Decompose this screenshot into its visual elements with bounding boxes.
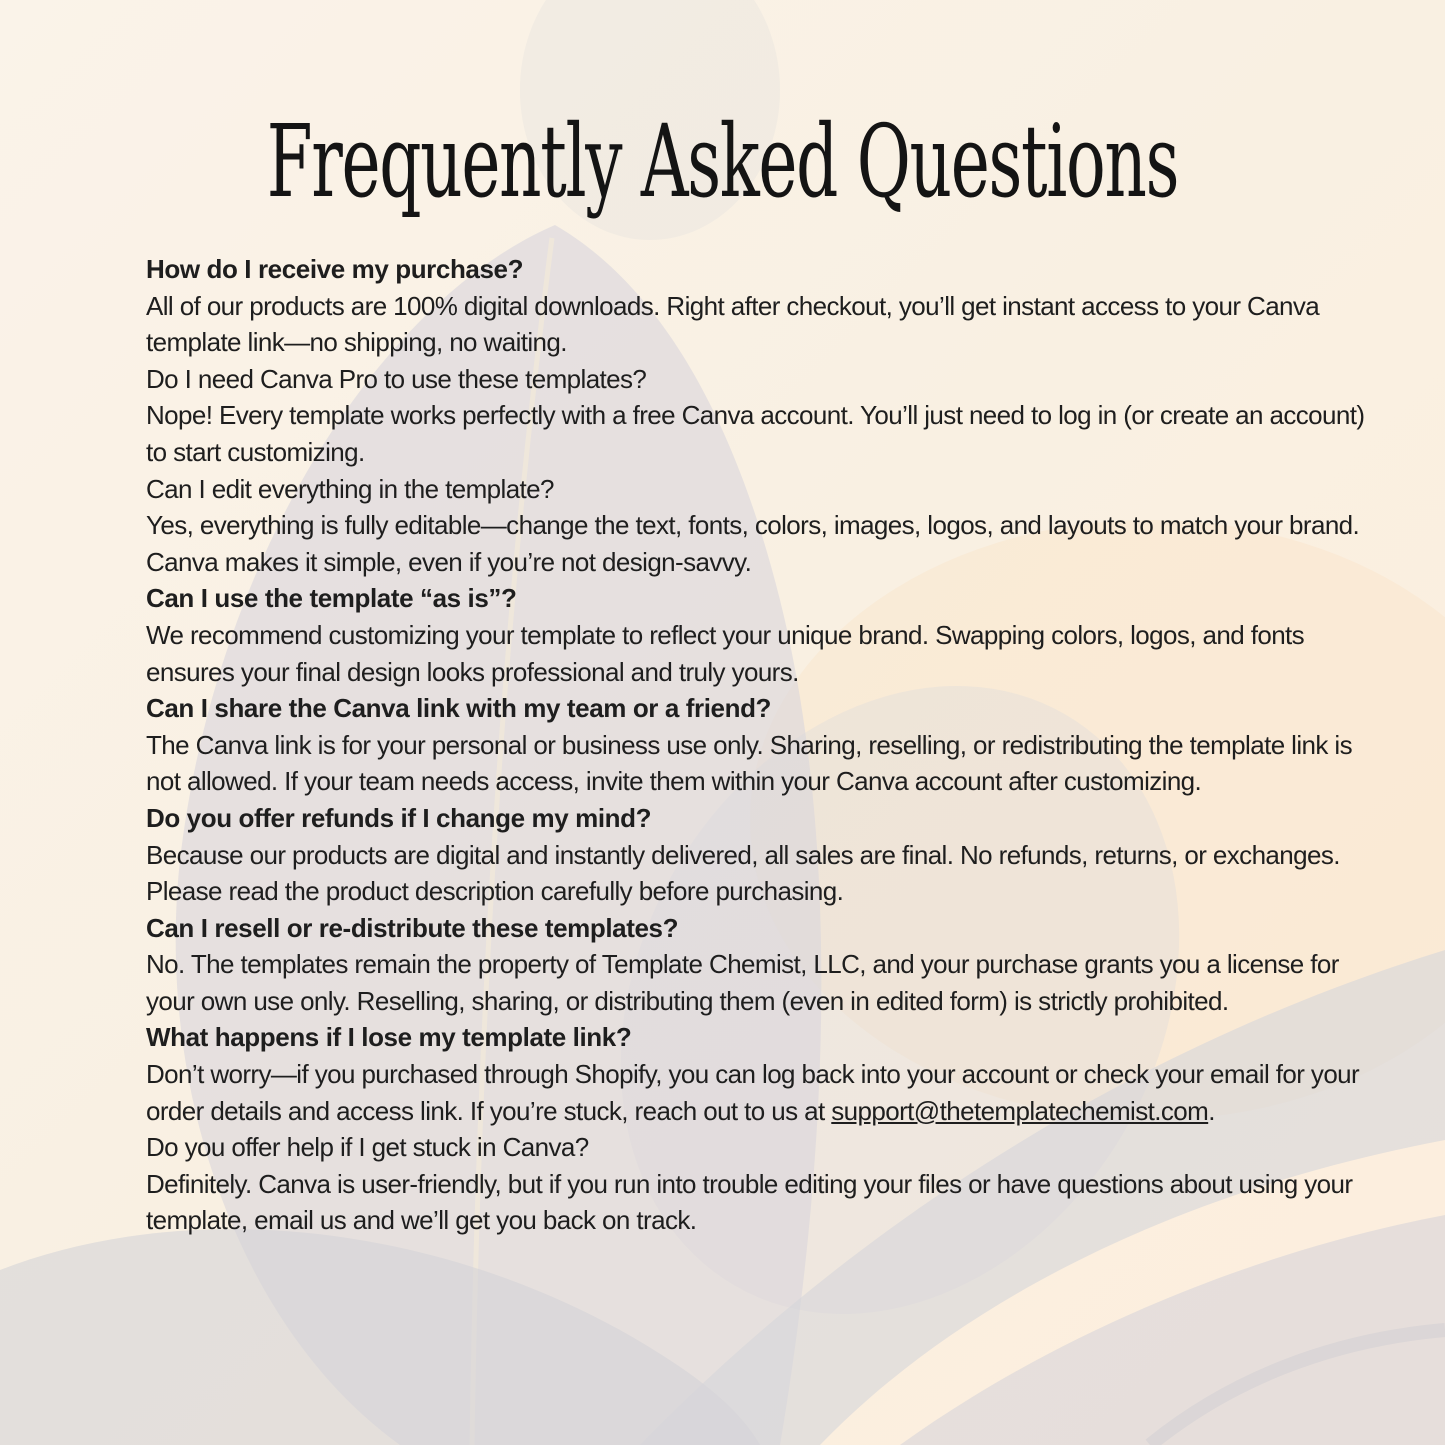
faq-answer: Nope! Every template works perfectly with a free Canva account. You’ll just need to log in (or create an account) to start customizing. (146, 400, 1365, 467)
faq-answer (146, 1056, 1386, 1129)
faq-answer: Definitely. Canva is user-friendly, but if you run into trouble editing your files or have questions about using your template, email us and we’ll get you back on track. (146, 1168, 1353, 1236)
faq-answer: We recommend customizing your template to reflect your unique brand. Swapping colors, logos, and fonts ensures your final design looks professional and truly yours. (146, 619, 1305, 687)
faq-list (146, 251, 1386, 1239)
faq-question: How do I receive my purchase? (146, 254, 524, 284)
faq-question: Do you offer refunds if I change my mind? (146, 802, 652, 833)
faq-question: Can I edit everything in the template? (146, 473, 554, 504)
faq-question: Can I use the template “as is”? (146, 583, 517, 614)
faq-answer-text: Don’t worry—if you purchased through Shopify, you can log back into your account or check your email for your order details and access link. If you’re stuck, reach out to us at (146, 1059, 1360, 1126)
faq-answer-text: . (1208, 1095, 1215, 1126)
page-title-text: Frequently Asked Questions (266, 103, 1179, 220)
faq-answer: Yes, everything is fully editable—change the text, fonts, colors, images, logos, and layouts to match your brand. Canva makes it simple, even if you’re not design-savvy. (146, 510, 1360, 577)
page-title (0, 103, 1445, 220)
faq-question: Can I share the Canva link with my team or a friend? (146, 693, 772, 724)
faq-answer: The Canva link is for your personal or business use only. Sharing, reselling, or redistributing the template link is not allowed. If your team needs access, invite them within your Canva account after customizing. (146, 729, 1352, 797)
faq-answer: All of our products are 100% digital downloads. Right after checkout, you’ll get instant access to your Canva template link—no shipping, no waiting. (146, 290, 1320, 358)
faq-question: Do you offer help if I get stuck in Canva? (146, 1132, 589, 1163)
support-email-link[interactable]: support@thetemplatechemist.com (831, 1095, 1209, 1126)
faq-question: What happens if I lose my template link? (146, 1022, 632, 1053)
faq-answer: No. The templates remain the property of Template Chemist, LLC, and your purchase grants you a license for your own use only. Reselling, sharing, or distributing them (even in edited form) is strictly prohibited. (146, 949, 1339, 1016)
faq-answer: Because our products are digital and instantly delivered, all sales are final. No refunds, returns, or exchanges. Please read the product description carefully before purchasing. (146, 839, 1340, 907)
faq-question: Do I need Canva Pro to use these templates? (146, 363, 647, 394)
faq-question: Can I resell or re-distribute these templates? (146, 912, 679, 943)
